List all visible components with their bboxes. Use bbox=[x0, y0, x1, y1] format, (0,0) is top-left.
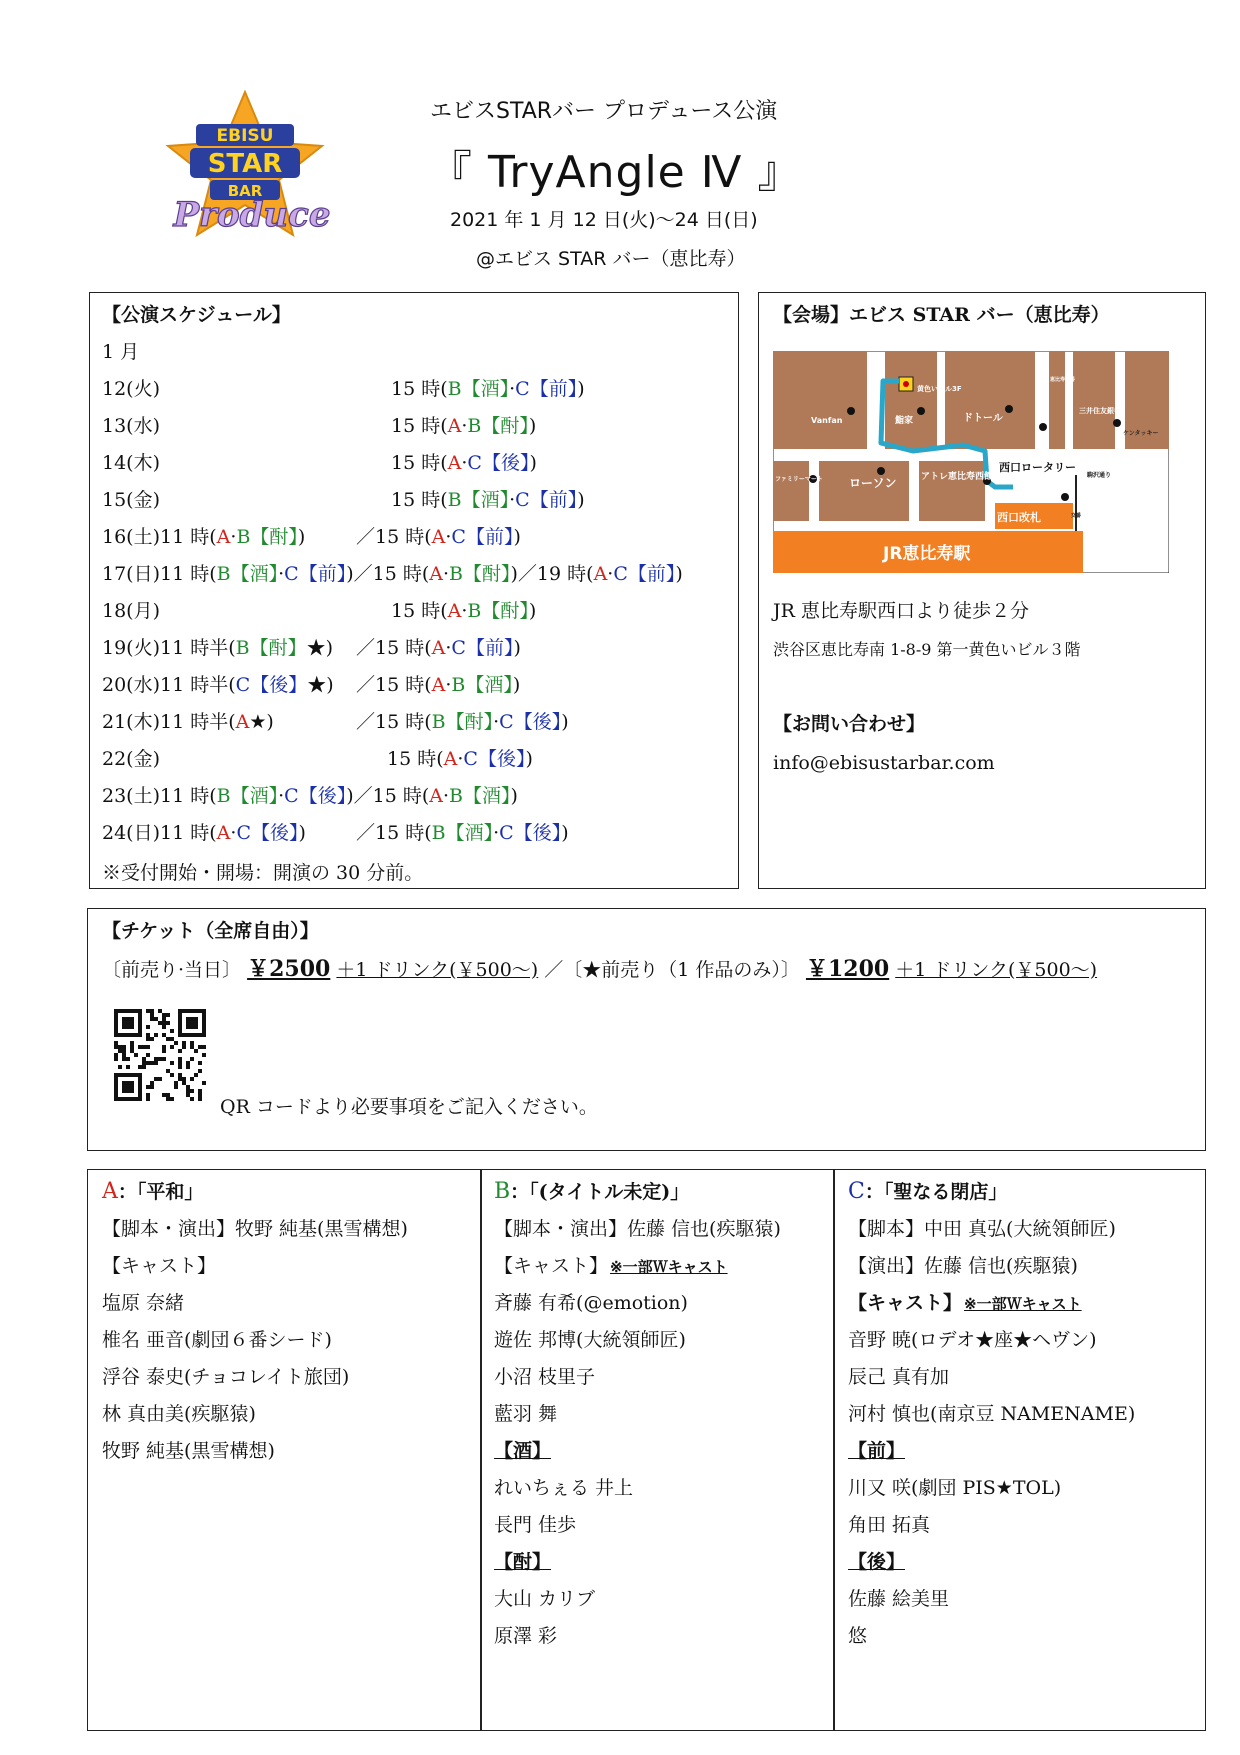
schedule-slot-text: ) bbox=[561, 711, 569, 733]
cast-title bbox=[848, 1180, 1198, 1217]
schedule-slot-text: ) bbox=[561, 822, 569, 844]
cast-play-title: ：「聖なる閉店」 bbox=[864, 1181, 1008, 1203]
schedule-slot-text: ★) bbox=[249, 711, 274, 733]
schedule-day: 24(日) bbox=[102, 822, 161, 844]
ticket-drink-1: ＋1 ドリンク(￥500～) bbox=[336, 959, 539, 981]
schedule-slot-text: C【後】 bbox=[499, 822, 562, 844]
venue-box bbox=[758, 292, 1206, 889]
cast-line-text: 塩原 奈緒 bbox=[102, 1292, 185, 1314]
cast-title bbox=[494, 1180, 824, 1217]
schedule-slot-text: A bbox=[431, 674, 446, 696]
cast-line bbox=[494, 1254, 824, 1291]
schedule-slot-text: ) bbox=[512, 674, 521, 696]
schedule-slot-text: ) bbox=[529, 452, 537, 474]
schedule-slot-text: · bbox=[278, 563, 285, 585]
schedule-row bbox=[102, 747, 533, 771]
schedule-slot-text: 15 時( bbox=[391, 415, 448, 437]
cast-line bbox=[848, 1254, 1198, 1291]
cast-line-text: 林 真由美(疾駆猿) bbox=[102, 1403, 256, 1425]
cast-column-a bbox=[102, 1180, 472, 1476]
schedule-slot-text: 15 時( bbox=[391, 452, 448, 474]
cast-line-text: 河村 慎也(南京豆 NAMENAME) bbox=[848, 1403, 1136, 1425]
schedule-slot-text: · bbox=[278, 785, 285, 807]
schedule-slot-text: B【酒】 bbox=[447, 489, 510, 511]
schedule-slot-text: 15 時( bbox=[391, 378, 448, 400]
venue-map bbox=[773, 351, 1169, 573]
schedule-slot-text: C【後】 bbox=[499, 711, 562, 733]
schedule-slot-text: C【後】 bbox=[463, 748, 526, 770]
schedule-day: 17(日) bbox=[102, 563, 161, 585]
schedule-slot-text: )／19 時( bbox=[510, 563, 594, 585]
logo-produce: Produce bbox=[173, 195, 330, 235]
schedule-slot-text: ) bbox=[510, 785, 518, 807]
schedule-slot-text: · bbox=[493, 711, 500, 733]
schedule-row bbox=[102, 488, 585, 512]
schedule-slot-text: 11 時( bbox=[160, 563, 217, 585]
cast-line-text: 【脚本】中田 真弘(大統領師匠) bbox=[848, 1218, 1116, 1240]
cast-line bbox=[102, 1254, 472, 1291]
map-atre: アトレ恵比寿西館 bbox=[921, 472, 994, 482]
schedule-slot-text: ) bbox=[675, 563, 683, 585]
cast-line bbox=[494, 1550, 824, 1587]
schedule-slot-text: B【酎】 bbox=[235, 637, 307, 659]
schedule-slot-text: C【前】 bbox=[515, 378, 578, 400]
schedule-row bbox=[102, 377, 585, 401]
column-divider bbox=[480, 1170, 482, 1730]
cast-play-title: ：「(タイトル未定)」 bbox=[510, 1181, 690, 1203]
venue-address: 渋谷区恵比寿南 1-8-9 第一黄色いビル３階 bbox=[773, 640, 1081, 659]
cast-line-text: 原澤 彩 bbox=[494, 1625, 558, 1647]
cast-line bbox=[848, 1439, 1198, 1476]
schedule-slot-text: ) bbox=[298, 822, 306, 844]
cast-letter: A bbox=[102, 1179, 118, 1204]
ticket-price-regular: ￥2500 bbox=[247, 956, 331, 982]
schedule-slot-text: B【酒】 bbox=[449, 785, 511, 807]
schedule-slot-text: · bbox=[445, 674, 452, 696]
schedule-day: 21(木) bbox=[102, 711, 161, 733]
cast-line-text: 【脚本・演出】牧野 純基(黒雪構想) bbox=[102, 1218, 408, 1240]
schedule-slot-text: ／15 時( bbox=[356, 526, 432, 548]
schedule-box bbox=[89, 292, 739, 889]
schedule-slot-text: · bbox=[509, 489, 516, 511]
schedule-slot-text: B【酒】 bbox=[216, 563, 279, 585]
schedule-slot-text: C【後】 bbox=[235, 674, 308, 696]
ticket-separator: ／〔★前売り（1 作品のみ）〕 bbox=[544, 959, 800, 981]
cast-line bbox=[494, 1624, 824, 1661]
cast-line-text: 【酒】 bbox=[494, 1440, 552, 1462]
schedule-slot-text: 11 時半( bbox=[160, 711, 236, 733]
schedule-slot-text: ) bbox=[528, 415, 537, 437]
schedule-heading: 【公演スケジュール】 bbox=[102, 304, 291, 326]
schedule-slot-text: )／15 時( bbox=[346, 563, 430, 585]
cast-line-text: れいちぇる 井上 bbox=[494, 1477, 634, 1499]
schedule-day: 16(土) bbox=[102, 526, 161, 548]
schedule-slot-text: ) bbox=[513, 637, 521, 659]
cast-line bbox=[102, 1328, 472, 1365]
schedule-day: 19(火) bbox=[102, 637, 161, 659]
cast-line bbox=[494, 1328, 824, 1365]
cast-line-text: 藍羽 舞 bbox=[494, 1403, 558, 1425]
schedule-slot-text: 15 時( bbox=[387, 748, 444, 770]
contact-heading: 【お問い合わせ】 bbox=[773, 713, 926, 735]
schedule-slot-text: ) bbox=[577, 489, 585, 511]
cast-line-text: 【キャスト】 bbox=[848, 1292, 963, 1314]
contact-email[interactable]: info@ebisustarbar.com bbox=[773, 752, 995, 774]
schedule-slot-text: B【酒】 bbox=[451, 674, 513, 696]
schedule-slot-text: ★) bbox=[306, 637, 334, 659]
schedule-slot-text: B【酒】 bbox=[216, 785, 279, 807]
cast-line-text: 斉藤 有希(@emotion) bbox=[494, 1292, 688, 1314]
map-kaisatsu: 西口改札 bbox=[997, 511, 1041, 524]
schedule-slot-text: A bbox=[235, 711, 250, 733]
schedule-slot-text: · bbox=[457, 748, 464, 770]
schedule-slot-text: · bbox=[461, 600, 468, 622]
schedule-slot-text: · bbox=[230, 822, 237, 844]
cast-line bbox=[102, 1439, 472, 1476]
schedule-slot-text: ) bbox=[528, 600, 537, 622]
schedule-month: 1 月 bbox=[102, 341, 140, 363]
map-station: JR恵比寿駅 bbox=[883, 544, 971, 564]
cast-line-text: 長門 佳歩 bbox=[494, 1514, 577, 1536]
schedule-day: 23(土) bbox=[102, 785, 161, 807]
ticket-price-advance: ￥1200 bbox=[805, 956, 890, 982]
schedule-slot-text: A bbox=[216, 526, 231, 548]
schedule-row bbox=[102, 710, 569, 734]
cast-line bbox=[494, 1402, 824, 1439]
schedule-day: 18(月) bbox=[102, 600, 161, 622]
schedule-slot-text: B【酎】 bbox=[431, 711, 494, 733]
logo-ebisu: EBISU bbox=[216, 126, 274, 146]
cast-line bbox=[102, 1217, 472, 1254]
schedule-slot-text: A bbox=[593, 563, 608, 585]
cast-line bbox=[848, 1217, 1198, 1254]
schedule-row bbox=[102, 599, 537, 623]
schedule-slot-text: C【後】 bbox=[467, 452, 530, 474]
schedule-slot-text: C【前】 bbox=[451, 637, 514, 659]
schedule-slot-text: ／15 時( bbox=[356, 822, 432, 844]
cast-table bbox=[87, 1169, 1206, 1731]
cast-line-text: 遊佐 邦博(大統領師匠) bbox=[494, 1329, 686, 1351]
schedule-day: 14(木) bbox=[102, 452, 161, 474]
cast-line-text: 悠 bbox=[848, 1625, 868, 1647]
schedule-slot-text: A bbox=[447, 415, 462, 437]
schedule-slot-text: ／15 時( bbox=[356, 674, 432, 696]
schedule-slot-text: B【酎】 bbox=[236, 526, 298, 548]
schedule-row bbox=[102, 821, 569, 845]
cast-letter: B bbox=[494, 1179, 511, 1204]
column-divider bbox=[833, 1170, 835, 1730]
schedule-slot-text: 15 時( bbox=[391, 489, 448, 511]
map-kentucky: ケンタッキー bbox=[1123, 430, 1159, 437]
double-cast-note: ※一部Ｗキャスト bbox=[964, 1295, 1082, 1313]
schedule-slot-text: B【酎】 bbox=[467, 600, 529, 622]
schedule-slot-text: C【前】 bbox=[515, 489, 578, 511]
schedule-slot-text: · bbox=[461, 452, 468, 474]
ticket-prices bbox=[102, 957, 1097, 982]
schedule-slot-text: · bbox=[607, 563, 614, 585]
ticket-drink-2: ＋1 ドリンク(￥500～) bbox=[895, 959, 1098, 981]
cast-line-text: 【キャスト】 bbox=[102, 1255, 217, 1277]
cast-line bbox=[494, 1476, 824, 1513]
performance-dates: 2021 年 1 月 12 日(火)～24 日(日) bbox=[450, 209, 758, 231]
schedule-slot-text: B【酒】 bbox=[431, 822, 494, 844]
schedule-row bbox=[102, 636, 521, 660]
schedule-row bbox=[102, 525, 521, 549]
schedule-row bbox=[102, 784, 518, 808]
schedule-slot-text: 11 時( bbox=[160, 822, 217, 844]
schedule-slot-text: A bbox=[447, 452, 462, 474]
schedule-day: 22(金) bbox=[102, 748, 161, 770]
map-building-label: 黄色いビル3F bbox=[917, 385, 962, 393]
schedule-slot-text: A bbox=[431, 637, 446, 659]
schedule-slot-text: C【後】 bbox=[236, 822, 299, 844]
cast-line-text: 【後】 bbox=[848, 1551, 906, 1573]
schedule-row bbox=[102, 562, 683, 586]
schedule-slot-text: · bbox=[443, 563, 450, 585]
ticket-heading: 【チケット（全席自由）】 bbox=[102, 920, 319, 942]
schedule-slot-text: · bbox=[230, 526, 237, 548]
schedule-slot-text: ／15 時( bbox=[356, 711, 432, 733]
cast-column-b bbox=[494, 1180, 824, 1661]
schedule-slot-text: · bbox=[445, 637, 452, 659]
map-icon bbox=[773, 351, 1169, 573]
schedule-day: 12(火) bbox=[102, 378, 161, 400]
cast-line bbox=[102, 1365, 472, 1402]
cast-line bbox=[848, 1291, 1198, 1328]
schedule-slot-text: A bbox=[216, 822, 231, 844]
schedule-slot-text: A bbox=[431, 526, 446, 548]
schedule-row bbox=[102, 414, 537, 438]
schedule-slot-text: ) bbox=[577, 378, 585, 400]
cast-line-text: 小沼 枝里子 bbox=[494, 1366, 596, 1388]
cast-line-text: 【酎】 bbox=[494, 1551, 552, 1573]
schedule-slot-text: C【後】 bbox=[284, 785, 347, 807]
schedule-slot-text: ／15 時( bbox=[356, 637, 432, 659]
cast-line bbox=[848, 1624, 1198, 1661]
map-vanfan: Vanfan bbox=[811, 416, 843, 425]
schedule-slot-text: 11 時半( bbox=[160, 674, 236, 696]
schedule-slot-text: · bbox=[461, 415, 468, 437]
qr-code[interactable] bbox=[114, 1009, 206, 1101]
logo-bar: BAR bbox=[227, 182, 263, 200]
cast-line-text: 角田 拓真 bbox=[848, 1514, 931, 1536]
cast-line-text: 【前】 bbox=[848, 1440, 906, 1462]
cast-line bbox=[494, 1291, 824, 1328]
logo-star: STAR bbox=[207, 149, 283, 179]
cast-line bbox=[848, 1328, 1198, 1365]
schedule-slot-text: ) bbox=[525, 748, 533, 770]
cast-column-c bbox=[848, 1180, 1198, 1661]
schedule-slot-text: B【酎】 bbox=[449, 563, 511, 585]
schedule-slot-text: · bbox=[445, 526, 452, 548]
cast-line bbox=[494, 1513, 824, 1550]
cast-line-text: 【演出】佐藤 信也(疾駆猿) bbox=[848, 1255, 1078, 1277]
cast-line-text: 浮谷 泰史(チョコレイト旅団) bbox=[102, 1366, 350, 1388]
map-rotary: 西口ロータリー bbox=[999, 461, 1076, 474]
schedule-day: 13(水) bbox=[102, 415, 161, 437]
schedule-slot-text: C【前】 bbox=[613, 563, 676, 585]
map-lawson: ローソン bbox=[849, 476, 897, 490]
map-mitsui: 三井住友銀行 bbox=[1079, 407, 1121, 415]
qr-code-icon[interactable] bbox=[114, 1009, 206, 1101]
cast-line bbox=[102, 1402, 472, 1439]
page-title: 『 TryAngle Ⅳ 』 bbox=[428, 147, 803, 198]
schedule-slot-text: ) bbox=[297, 526, 306, 548]
schedule-day: 20(水) bbox=[102, 674, 161, 696]
cast-line-text: 【キャスト】 bbox=[494, 1255, 609, 1277]
map-koban: 交番 bbox=[1071, 513, 1082, 519]
cast-line bbox=[494, 1587, 824, 1624]
cast-line bbox=[848, 1365, 1198, 1402]
schedule-note: ※受付開始・開場：開演の 30 分前。 bbox=[102, 862, 424, 884]
schedule-day: 15(金) bbox=[102, 489, 161, 511]
map-tsuruya: 鮨家 bbox=[895, 416, 914, 426]
map-police: 恵比寿交番 bbox=[1050, 377, 1076, 383]
cast-title bbox=[102, 1180, 472, 1217]
cast-line-text: 大山 カリブ bbox=[494, 1588, 596, 1610]
schedule-slot-text: ) bbox=[513, 526, 521, 548]
ticket-prefix: 〔前売り·当日〕 bbox=[102, 959, 242, 981]
logo bbox=[160, 90, 330, 240]
schedule-row bbox=[102, 451, 537, 475]
venue-access: JR 恵比寿駅西口より徒歩２分 bbox=[773, 600, 1029, 622]
cast-line-text: 佐藤 絵美里 bbox=[848, 1588, 950, 1610]
presenter-line: エビスSTARバー プロデュース公演 bbox=[430, 99, 778, 124]
schedule-slot-text: · bbox=[493, 822, 500, 844]
schedule-slot-text: 11 時半( bbox=[160, 637, 236, 659]
cast-line bbox=[848, 1402, 1198, 1439]
schedule-slot-text: 11 時( bbox=[160, 785, 217, 807]
cast-line bbox=[494, 1439, 824, 1476]
cast-line-text: 川又 咲(劇団 PIS★TOL) bbox=[848, 1477, 1062, 1499]
cast-line-text: 椎名 亜音(劇団６番シード) bbox=[102, 1329, 332, 1351]
cast-line bbox=[494, 1217, 824, 1254]
schedule-slot-text: )／15 時( bbox=[346, 785, 430, 807]
cast-line-text: 【脚本・演出】佐藤 信也(疾駆猿) bbox=[494, 1218, 781, 1240]
qr-instruction: QR コードより必要事項をご記入ください。 bbox=[220, 1096, 598, 1118]
cast-line-text: 音野 暁(ロデオ★座★ヘヴン) bbox=[848, 1329, 1097, 1351]
schedule-slot-text: A bbox=[429, 785, 443, 807]
schedule-slot-text: C【前】 bbox=[284, 563, 347, 585]
schedule-slot-text: B【酒】 bbox=[447, 378, 510, 400]
cast-letter: C bbox=[848, 1179, 865, 1204]
cast-line bbox=[494, 1365, 824, 1402]
cast-play-title: ：「平和」 bbox=[117, 1181, 204, 1203]
cast-line bbox=[848, 1550, 1198, 1587]
star-logo-icon bbox=[160, 90, 330, 240]
schedule-slot-text: · bbox=[443, 785, 450, 807]
ticket-box bbox=[87, 908, 1206, 1151]
cast-line bbox=[848, 1476, 1198, 1513]
double-cast-note: ※一部Ｗキャスト bbox=[610, 1258, 728, 1276]
schedule-slot-text: ★) bbox=[307, 674, 334, 696]
cast-line bbox=[848, 1513, 1198, 1550]
cast-line bbox=[102, 1291, 472, 1328]
map-komazawa: 駒沢通り bbox=[1087, 472, 1112, 479]
cast-line-text: 辰己 真有加 bbox=[848, 1366, 950, 1388]
schedule-slot-text: A bbox=[447, 600, 462, 622]
cast-line bbox=[848, 1587, 1198, 1624]
map-family: ファミリーマート bbox=[775, 476, 823, 483]
schedule-slot-text: C【前】 bbox=[451, 526, 514, 548]
venue-heading: 【会場】エビス STAR バー（恵比寿） bbox=[773, 304, 1110, 326]
schedule-row bbox=[102, 673, 521, 697]
schedule-slot-text: A bbox=[429, 563, 443, 585]
venue-line: @エビス STAR バー（恵比寿） bbox=[476, 248, 746, 270]
schedule-slot-text: 15 時( bbox=[391, 600, 448, 622]
schedule-slot-text: 11 時( bbox=[160, 526, 217, 548]
map-doutor: ドトール bbox=[963, 413, 1003, 424]
schedule-slot-text: B【酎】 bbox=[467, 415, 529, 437]
schedule-slot-text: A bbox=[443, 748, 458, 770]
cast-line-text: 牧野 純基(黒雪構想) bbox=[102, 1440, 275, 1462]
schedule-slot-text: · bbox=[509, 378, 516, 400]
